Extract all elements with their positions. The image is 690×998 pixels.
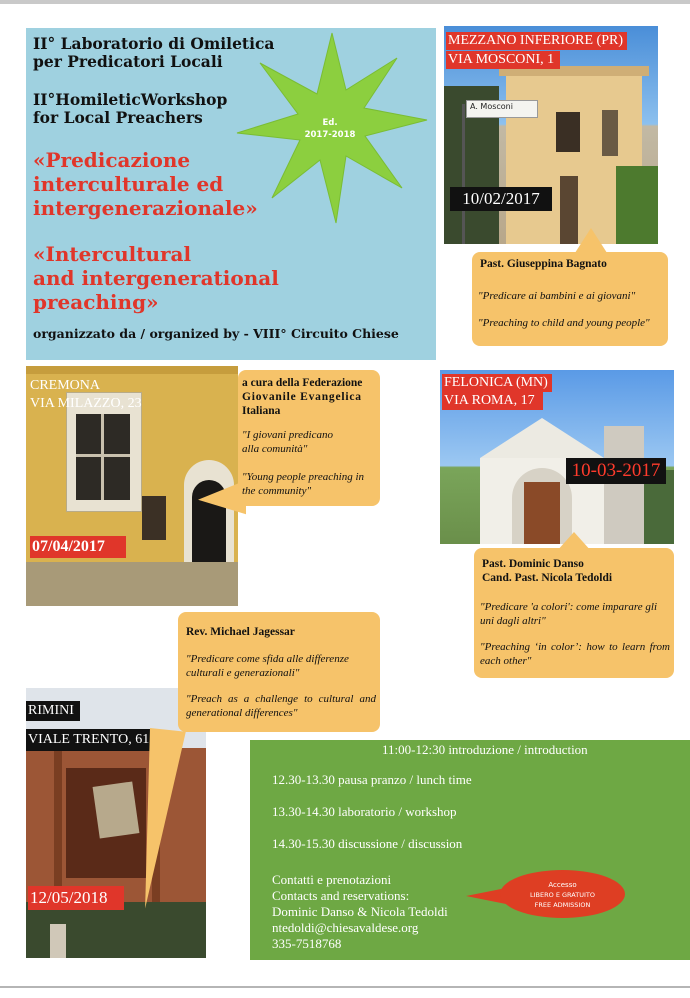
speaker-bubble-felonica [474,548,674,678]
edition-years: 2017-2018 [304,130,356,140]
theme-it-line-2: interculturale ed [33,172,224,196]
admission-line-1: Accesso [548,881,577,889]
title-it-line-1: II° Laboratorio di Omiletica [33,34,275,53]
street-sign-text: A. Mosconi [470,102,513,111]
schedule-row-4: 14.30-15.30 discussione / discussion [272,836,463,851]
admission-line-2: LIBERO E GRATUITO [530,891,595,899]
contacts-email[interactable]: ntedoldi@chiesavaldese.org [272,920,419,935]
location-felonica-line-2: VIA ROMA, 17 [442,392,543,410]
page-top-border [0,0,690,4]
theme-it-line-1: «Predicazione [33,148,191,172]
speaker-felonica-line-2: Cand. Past. Nicola Tedoldi [482,572,613,584]
title-it-line-2: per Predicatori Locali [33,52,223,71]
edition-ed: Ed. [322,118,338,128]
quote-it-felonica: "Predicare 'a colori': come imparare gli uni dagli altri" [480,601,658,627]
speaker-bubble-rimini [178,612,380,732]
location-mezzano-line-2: VIA MOSCONI, 1 [446,51,560,69]
schedule-row-3: 13.30-14.30 laboratorio / workshop [272,804,457,819]
theme-en-line-2: and intergenerational [33,266,279,290]
location-rimini-line-1: RIMINI [26,701,80,721]
title-en-line-2: for Local Preachers [33,108,203,127]
location-rimini-line-2: VIALE TRENTO, 61 [26,729,158,751]
speaker-rimini: Rev. Michael Jagessar [186,626,295,638]
speaker-felonica-line-1: Past. Dominic Danso [482,558,584,570]
contacts-line-2: Contacts and reservations: [272,888,410,903]
quote-en-rimini: "Preach as a challenge to cultural and generational differences" [186,693,376,719]
theme-en-line-1: «Intercultural [33,242,192,266]
quote-it-cremona-line-2: alla comunità" [242,443,308,455]
speaker-cremona-line-3: Italiana [242,405,281,417]
date-cremona: 07/04/2017 [30,536,126,558]
quote-en-mezzano: "Preaching to child and young people" [478,317,650,329]
organizer-line: organizzato da / organized by - VIII° Circuito Chiese [33,326,399,341]
contacts-phone[interactable]: 335-7518768 [272,936,342,951]
speaker-bubble-cremona [238,370,380,506]
contacts-line-1: Contatti e prenotazioni [272,872,392,887]
date-felonica: 10-03-2017 [566,458,666,484]
location-felonica-line-1: FELONICA (MN) [442,374,552,392]
admission-line-3: FREE ADMISSION [534,901,591,909]
theme-it-line-3: intergenerazionale» [33,196,258,220]
title-en-line-1: II°HomileticWorkshop [33,90,228,109]
quote-en-felonica: "Preaching ‘in color’: how to learn from each other" [480,641,670,667]
date-mezzano: 10/02/2017 [450,187,552,211]
admission-badge [500,870,625,918]
schedule-panel [250,740,690,960]
schedule-row-2: 12.30-13.30 pausa pranzo / lunch time [272,772,472,787]
speaker-cremona-line-1: a cura della Federazione [242,377,363,389]
quote-it-cremona-line-1: "I giovani predicano [242,429,333,441]
contacts-names: Dominic Danso & Nicola Tedoldi [272,904,448,919]
quote-it-mezzano: "Predicare ai bambini e ai giovani" [478,290,636,302]
speaker-bubble-mezzano [472,252,668,346]
quote-en-cremona: "Young people preaching in the community" [242,471,365,497]
location-mezzano-line-1: MEZZANO INFERIORE (PR) [446,32,627,50]
theme-en-line-3: preaching» [33,290,159,314]
speaker-mezzano: Past. Giuseppina Bagnato [480,258,607,270]
edition-label [290,117,370,141]
schedule-row-1: 11:00-12:30 introduzione / introduction [382,742,588,757]
quote-it-rimini: "Predicare come sfida alle differenze culturali e generazionali" [186,653,349,679]
speaker-cremona-line-2: Giovanile Evangelica [242,391,362,403]
location-cremona-line-1: CREMONA [30,378,101,393]
location-cremona-line-2: VIA MILAZZO, 23 [30,396,142,411]
date-rimini: 12/05/2018 [28,886,124,910]
page-bottom-border [0,986,690,988]
